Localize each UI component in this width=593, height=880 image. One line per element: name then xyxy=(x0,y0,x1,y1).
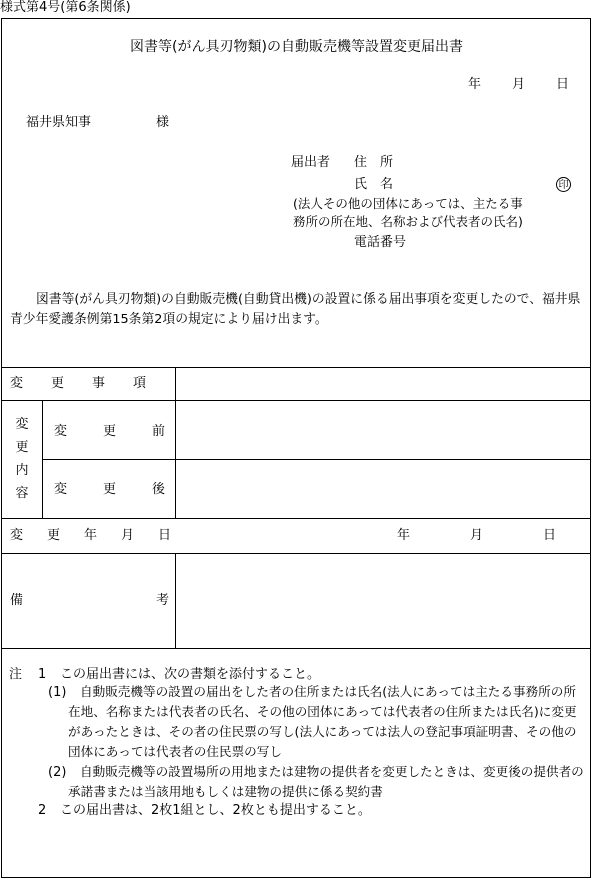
note-sub1-text: 自動販売機等の設置の届出をした者の住所または氏名(法人にあっては主たる事務所の所在地、名称または代表者の氏名、その他の団体にあっては代表者の住所または氏名)に変更があったときは、その者の住民票の写し(法人にあっては法人の登記事項証明書、その他の団体にあっては代表者の住民票の写し xyxy=(68,684,577,759)
col-rule-lower xyxy=(175,553,176,648)
change-content-char-3: 内 xyxy=(15,463,29,478)
row-rule-2 xyxy=(1,518,591,519)
form-number-label: 様式第4号(第6条関係) xyxy=(0,0,131,15)
applicant-phone-label: 電話番号 xyxy=(354,235,407,250)
change-content-char-2: 更 xyxy=(15,440,29,455)
change-date-label: 変更年月日 xyxy=(10,528,196,543)
change-date-month: 月 xyxy=(470,528,484,543)
remarks-label-left: 備 xyxy=(10,593,24,608)
col-rule-content xyxy=(42,400,43,518)
row-rule-1 xyxy=(1,400,591,401)
row-rule-3 xyxy=(1,553,591,554)
addressee-name: 福井県知事 xyxy=(26,115,92,130)
form-title: 図書等(がん具刃物類)の自動販売機等設置変更届出書 xyxy=(130,39,463,55)
change-content-label xyxy=(14,413,30,505)
change-content-char-4: 容 xyxy=(15,486,29,501)
seal-mark: 印 xyxy=(556,177,571,192)
applicant-label: 届出者 xyxy=(291,155,331,170)
note-sub2-text: 自動販売機等の設置場所の用地または建物の提供者を変更したときは、変更後の提供者の承諾書または当該用地もしくは建物の提供に係る契約書 xyxy=(68,764,584,799)
remarks-label-right: 考 xyxy=(156,593,170,608)
note-1-number: 1 xyxy=(38,667,47,682)
change-date-day: 日 xyxy=(543,528,557,543)
row-rule-before-after xyxy=(42,459,591,460)
applicant-note-line2: 務所の所在地、名称および代表者の氏名) xyxy=(293,214,523,229)
change-date-year: 年 xyxy=(397,528,411,543)
change-content-char-1: 変 xyxy=(15,417,29,432)
notes-label: 注 xyxy=(9,667,23,682)
applicant-address-label: 住 所 xyxy=(354,155,394,170)
note-2-number: 2 xyxy=(38,803,47,818)
applicant-note-line1: (法人その他の団体にあっては、主たる事 xyxy=(293,196,523,211)
row-rule-4 xyxy=(1,648,591,649)
before-label: 変更前 xyxy=(54,424,202,439)
note-sub2-number: (2) xyxy=(48,765,67,780)
note-1-text: この届出書には、次の書類を添付すること。 xyxy=(60,667,321,682)
after-label: 変更後 xyxy=(54,482,202,497)
change-item-text: 変更事項 xyxy=(10,376,175,391)
date-month: 月 xyxy=(512,77,526,92)
date-day: 日 xyxy=(556,77,570,92)
change-item-label xyxy=(10,376,175,391)
table-top-rule xyxy=(1,367,591,368)
note-sub1-number: (1) xyxy=(48,685,67,700)
note-2-text: この届出書は、2枚1組とし、2枚とも提出すること。 xyxy=(60,803,371,818)
applicant-name-label: 氏 名 xyxy=(354,177,394,192)
body-text: 図書等(がん具刃物類)の自動販売機(自動貸出機)の設置に係る届出事項を変更したので、福井県青少年愛護条例第15条第2項の規定により届け出ます。 xyxy=(10,292,581,327)
addressee-honorific: 様 xyxy=(156,115,170,130)
date-year: 年 xyxy=(468,77,482,92)
